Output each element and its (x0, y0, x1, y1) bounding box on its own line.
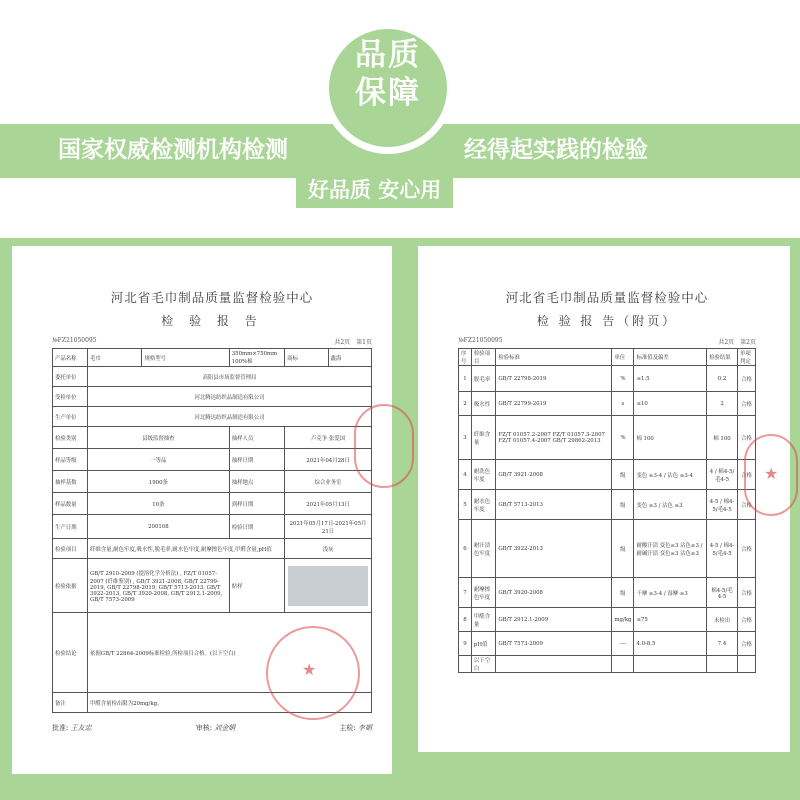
report-org: 河北省毛巾制品质量监督检验中心 (110, 290, 314, 305)
table-cell: 脱毛率 (471, 366, 495, 392)
table-cell: 4-5 / 棉4-5/毛4-5 (707, 490, 738, 520)
table-cell: 甲醛含量 (471, 608, 495, 632)
table-cell (496, 656, 612, 673)
table-cell: 未检出 (707, 608, 738, 632)
table-cell: % (612, 366, 634, 392)
table-cell: 棉 100 (634, 416, 707, 460)
table-cell: GB/T 3922-2013 (496, 520, 612, 578)
cell-value: 河北腾达纺织品制造有限公司 (88, 407, 372, 427)
cell-label: 样品数量 (53, 493, 88, 515)
cell-value: 鑫海 (328, 349, 372, 367)
cell-value: 依据GB/T 22864-2009标准检验,所检项目合格。(以下空白) (88, 613, 372, 693)
cell-label: 样品等级 (53, 449, 88, 471)
cell-label: 委托单位 (53, 367, 88, 387)
table-row (53, 349, 372, 367)
report-right-table (458, 348, 756, 673)
report-title: 检 验 报 告 (161, 314, 263, 328)
table-row (459, 416, 756, 460)
table-row (459, 460, 756, 490)
table-cell: GB/T 5713-2013 (496, 490, 612, 520)
table-row (459, 520, 756, 578)
table-row (459, 632, 756, 656)
table-cell: 以下空白 (471, 656, 495, 673)
cell-label: 规格型号 (142, 349, 229, 367)
table-cell: 级 (612, 490, 634, 520)
cell-value: 2021年05月17日-2021年05月21日 (285, 515, 372, 539)
table-cell: 合格 (738, 608, 756, 632)
slogan-left: 国家权威检测机构检测 (58, 137, 288, 163)
cell-label: 备注 (53, 693, 88, 713)
table-cell: ≤10 (634, 392, 707, 416)
table-row (53, 449, 372, 471)
cell-value: 综合业务室 (285, 471, 372, 493)
table-cell: GB/T 3921-2008 (496, 460, 612, 490)
cell-value: 纤维含量,耐色牢度,吸水性,脱毛率,耐水色牢度,耐摩擦色牢度,甲醛含量,pH值 (88, 539, 285, 559)
cell-label: 检验项目 (53, 539, 88, 559)
table-cell: 4 / 棉4-5/毛4-5 (707, 460, 738, 490)
seam-stamp (354, 404, 414, 488)
fabric-sample-image (288, 566, 368, 606)
cell-value: 2021年05月13日 (285, 493, 372, 515)
sign-review (196, 723, 236, 733)
table-cell: 耐汗渍色牢度 (471, 520, 495, 578)
table-cell: 级 (612, 460, 634, 490)
sign-approve (52, 723, 92, 733)
cell-value: 高阳县市场监督管理局 (88, 367, 372, 387)
table-cell: 合格 (738, 460, 756, 490)
table-row (53, 427, 372, 449)
slogan-right: 经得起实践的检验 (464, 137, 648, 163)
table-cell (634, 656, 707, 673)
top-banner (0, 0, 800, 238)
table-cell: 7.4 (707, 632, 738, 656)
table-cell: ---- (612, 632, 634, 656)
table-cell (459, 656, 472, 673)
cell-label: 检验类别 (53, 427, 88, 449)
sign-review-name: 刘金娟 (214, 724, 236, 732)
stamp-star-icon: ★ (302, 660, 317, 679)
table-cell: 干摩 ≥3-4 / 湿摩 ≥3 (634, 578, 707, 608)
cell-label: 贴样 (229, 559, 284, 613)
cell-label: 到样日期 (229, 493, 284, 515)
report-pages: 共2页 第1页 (334, 339, 372, 346)
table-cell: 5 (459, 490, 472, 520)
cell-value: 1900条 (88, 471, 230, 493)
table-row (53, 367, 372, 387)
sign-main (339, 723, 372, 733)
report-number: №FZ21050095 (52, 337, 97, 344)
table-row (459, 392, 756, 416)
table-cell: 变色 ≥3-4 / 沾色 ≥3-4 (634, 460, 707, 490)
table-cell: GB/T 7573-2009 (496, 632, 612, 656)
quality-badge (322, 36, 454, 112)
column-header: 标准值及偏差 (634, 349, 707, 366)
cell-label: 生产单位 (53, 407, 88, 427)
table-row (53, 515, 372, 539)
sign-approve-name: 王友忠 (70, 724, 92, 732)
table-row (459, 366, 756, 392)
table-row (53, 559, 372, 613)
cell-value: GB/T 2910-2009 (提溶化学分析法) , FZ/T 01057-2007 (纤维鉴别) , GB/T 3921-2008, GB/T 22799-2019, GB/T 22798-2019, GB/T 5713-2013, GB/T 3922-2013, GB/T 3920-2008, GB/T 2912.1-2009, GB/T 7573-2009 (88, 559, 230, 613)
report-meta (52, 337, 372, 346)
table-cell: 4-5 / 棉4-5/毛4-5 (707, 520, 738, 578)
table-cell: 合格 (738, 578, 756, 608)
table-cell: 耐洗色牢度 (471, 460, 495, 490)
report-number: №FZ21050095 (458, 337, 503, 344)
table-cell: mg/kg (612, 608, 634, 632)
table-cell: 3 (459, 416, 472, 460)
table-cell: 棉 100 (707, 416, 738, 460)
report-title: 检 验 报 告（附页） (536, 314, 678, 328)
table-cell: 6 (459, 520, 472, 578)
column-header: 检验标准 (496, 349, 612, 366)
table-row (53, 539, 372, 559)
report-meta (458, 337, 756, 346)
table-cell: 7 (459, 578, 472, 608)
table-cell: GB/T 3920-2008 (496, 578, 612, 608)
table-cell: 4.0-8.5 (634, 632, 707, 656)
cell-label: 抽样人员 (229, 427, 284, 449)
table-cell: 耐水色牢度 (471, 490, 495, 520)
table-cell: 0.2 (707, 366, 738, 392)
table-cell: 1 (459, 366, 472, 392)
report-pages: 共2页 第2页 (718, 339, 756, 346)
table-cell: % (612, 416, 634, 460)
cell-value: 2021年04月28日 (285, 449, 372, 471)
table-cell: GB/T 22799-2019 (496, 392, 612, 416)
table-cell: 级 (612, 520, 634, 578)
table-cell: 纤维含量 (471, 416, 495, 460)
table-cell: 耐酸汗渍 变色≥3 沾色≥3 / 耐碱汗渍 变色≥3 沾色≥3 (634, 520, 707, 578)
cell-value: 卢克争 张爱国 (285, 427, 372, 449)
table-cell: 8 (459, 608, 472, 632)
cell-label: 抽样日期 (229, 449, 284, 471)
table-cell: 合格 (738, 632, 756, 656)
table-cell: 级 (612, 578, 634, 608)
table-row (53, 407, 372, 427)
column-header: 单位 (612, 349, 634, 366)
cell-label: 检验日期 (229, 515, 284, 539)
table-cell: ≤1.5 (634, 366, 707, 392)
table-cell: s (612, 392, 634, 416)
table-cell: GB/T 22798-2019 (496, 366, 612, 392)
table-cell: 棉4-5/毛4-5 (707, 578, 738, 608)
table-cell: 合格 (738, 366, 756, 392)
cell-value: 浅灰 (285, 539, 372, 559)
report-card-right (418, 246, 790, 752)
cell-label: 生产日期 (53, 515, 88, 539)
sign-approve-label: 批准: (52, 724, 69, 732)
table-cell: 合格 (738, 416, 756, 460)
cell-label: 抽样地点 (229, 471, 284, 493)
report-card-left (12, 246, 392, 774)
cell-value: 毛巾 (88, 349, 142, 367)
cell-value: 10条 (88, 493, 230, 515)
table-row (459, 490, 756, 520)
table-row (459, 608, 756, 632)
table-cell: 合格 (738, 392, 756, 416)
cell-value: 县级监督抽查 (88, 427, 230, 449)
sign-main-label: 主检: (339, 724, 356, 732)
badge-line-1: 品质 (355, 37, 421, 73)
table-row (53, 387, 372, 407)
signature-row (52, 723, 372, 733)
table-cell: 合格 (738, 520, 756, 578)
cell-label: 抽样基数 (53, 471, 88, 493)
column-header: 序号 (459, 349, 472, 366)
table-cell: 变色 ≥3 / 沾色 ≥3 (634, 490, 707, 520)
cell-value: 350mm×750mm 100%棉 (229, 349, 284, 367)
slogan-bottom: 好品质 安心用 (296, 172, 453, 208)
sign-review-label: 审核: (195, 724, 213, 732)
report-right-doc (458, 288, 756, 673)
column-header: 单项判定 (738, 349, 756, 366)
table-cell: ≤75 (634, 608, 707, 632)
cell-label: 检验依据 (53, 559, 88, 613)
stamp-star-icon: ★ (764, 464, 779, 483)
cell-label: 产品名称 (53, 349, 88, 367)
table-row (53, 471, 372, 493)
table-row (459, 656, 756, 673)
report-org: 河北省毛巾制品质量监督检验中心 (505, 290, 709, 305)
badge-line-2: 保障 (355, 75, 421, 111)
table-cell: FZ/T 01057.2-2007 FZ/T 01057.3-2007 FZ/T 01057.4-2007 GB/T 29862-2013 (496, 416, 612, 460)
table-cell: 9 (459, 632, 472, 656)
table-cell: 吸水性 (471, 392, 495, 416)
table-cell: GB/T 2912.1-2009 (496, 608, 612, 632)
cell-label: 受检单位 (53, 387, 88, 407)
table-cell: 2 (459, 392, 472, 416)
cell-value: 200108 (88, 515, 230, 539)
table-cell (707, 656, 738, 673)
sample-swatch-cell (285, 559, 372, 613)
cell-value: 河北腾达纺织品制造有限公司 (88, 387, 372, 407)
table-header-row (459, 349, 756, 366)
table-cell: 4 (459, 460, 472, 490)
table-cell: 合格 (738, 490, 756, 520)
table-row (459, 578, 756, 608)
column-header: 检验结果 (707, 349, 738, 366)
table-cell: 耐摩擦色牢度 (471, 578, 495, 608)
column-header: 检验项目 (471, 349, 495, 366)
cell-label: 检验结论 (53, 613, 88, 693)
table-cell: 2 (707, 392, 738, 416)
table-cell: pH值 (471, 632, 495, 656)
sign-main-name: 李娟 (358, 724, 372, 732)
table-cell (738, 656, 756, 673)
cell-value: 甲醛含量检出限为20mg/kg。 (88, 693, 372, 713)
cell-value: 一等品 (88, 449, 230, 471)
table-cell (612, 656, 634, 673)
cell-label: 商标 (285, 349, 328, 367)
table-row (53, 493, 372, 515)
